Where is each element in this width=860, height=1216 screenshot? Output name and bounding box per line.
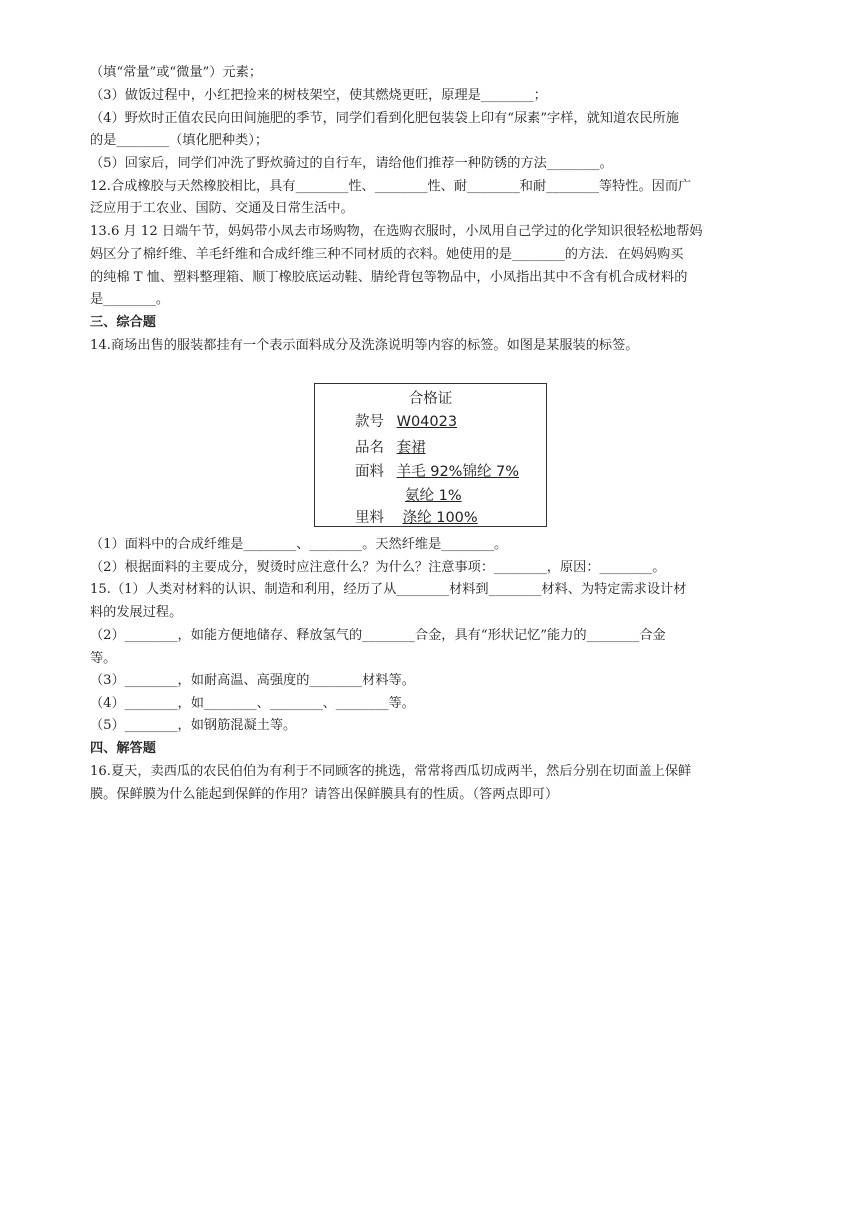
text-line: （5）________，如钢筋混凝土等。 xyxy=(90,718,297,733)
text-line: 的纯棉 T 恤、塑料整理箱、顺丁橡胶底运动鞋、腈纶背包等物品中，小凤指出其中不含有机合成材料的 xyxy=(90,270,688,285)
text-line: （2）________，如能方便地储存、释放氢气的________合金，具有“形状记忆”能力的________合金 xyxy=(90,628,666,643)
text-line: （4）野炊时正值农民向田间施肥的季节，同学们看到化肥包装袋上印有“尿素”字样，就知道农民所施 xyxy=(90,111,679,126)
text-line: 泛应用于工农业、国防、交通及日常生活中。 xyxy=(90,201,354,216)
question-13: 13.6 月 12 日端午节，妈妈带小凤去市场购物，在选购衣服时，小凤用自己学过的化学知识很轻松地帮妈 xyxy=(90,224,703,239)
text-line: 等。 xyxy=(90,651,117,666)
text-line: （3）做饭过程中，小红把捡来的树枝架空，使其燃烧更旺，原理是________； xyxy=(90,88,547,103)
label-row-name xyxy=(355,436,426,457)
label-key: 品名 xyxy=(355,440,384,456)
text-line: 膜。保鲜膜为什么能起到保鲜的作用？请答出保鲜膜具有的性质。（答两点即可） xyxy=(90,787,559,802)
label-key: 里料 xyxy=(355,510,384,526)
label-value: 羊毛 92%锦纶 7% xyxy=(396,464,520,480)
label-row-style-no xyxy=(355,410,457,431)
text-line: （填“常量”或“微量”）元素； xyxy=(90,65,263,80)
text-line: （3）________，如耐高温、高强度的________材料等。 xyxy=(90,673,415,688)
question-15: 15.（1）人类对材料的认识、制造和利用，经历了从________材料到________材料、为特定需求设计材 xyxy=(90,582,687,597)
label-value: 涤纶 100% xyxy=(402,510,478,526)
label-row-lining xyxy=(355,506,478,527)
text-line: 是________。 xyxy=(90,292,170,307)
text-line: （2）根据面料的主要成分，熨烫时应注意什么？为什么？注意事项：________，原因：________。 xyxy=(90,560,666,575)
section-heading: 四、解答题 xyxy=(90,741,156,756)
text-line: （5）回家后，同学们冲洗了野炊骑过的自行车，请给他们推荐一种防锈的方法________。 xyxy=(90,156,613,171)
label-key: 面料 xyxy=(355,464,384,480)
label-title: 合格证 xyxy=(408,391,453,407)
label-value: 套裙 xyxy=(396,440,426,456)
question-14: 14.商场出售的服装都挂有一个表示面料成分及洗涤说明等内容的标签。如图是某服装的标签。 xyxy=(90,338,639,353)
label-row-fabric xyxy=(355,460,519,481)
text-line: 的是________（填化肥种类）； xyxy=(90,133,269,148)
garment-label-figure xyxy=(314,383,547,527)
text-line: 料的发展过程。 xyxy=(90,605,183,620)
text-line: 妈区分了棉纤维、羊毛纤维和合成纤维三种不同材质的衣料。她使用的是________的方法．在妈妈购买 xyxy=(90,247,684,262)
label-row-fabric-cont xyxy=(405,484,462,505)
text-line: （1）面料中的合成纤维是________、________。天然纤维是________。 xyxy=(90,537,508,552)
label-value: W04023 xyxy=(396,414,458,430)
label-key: 款号 xyxy=(355,414,384,430)
text-line: （4）________，如________、________、________等。 xyxy=(90,696,415,711)
question-12: 12.合成橡胶与天然橡胶相比，具有________性、________性、耐________和耐________等特性。因而广 xyxy=(90,179,692,194)
question-16: 16.夏天，卖西瓜的农民伯伯为有利于不同顾客的挑选，常常将西瓜切成两半，然后分别在切面盖上保鲜 xyxy=(90,764,692,779)
section-heading: 三、综合题 xyxy=(90,315,156,330)
label-value: 氨纶 1% xyxy=(405,488,462,504)
